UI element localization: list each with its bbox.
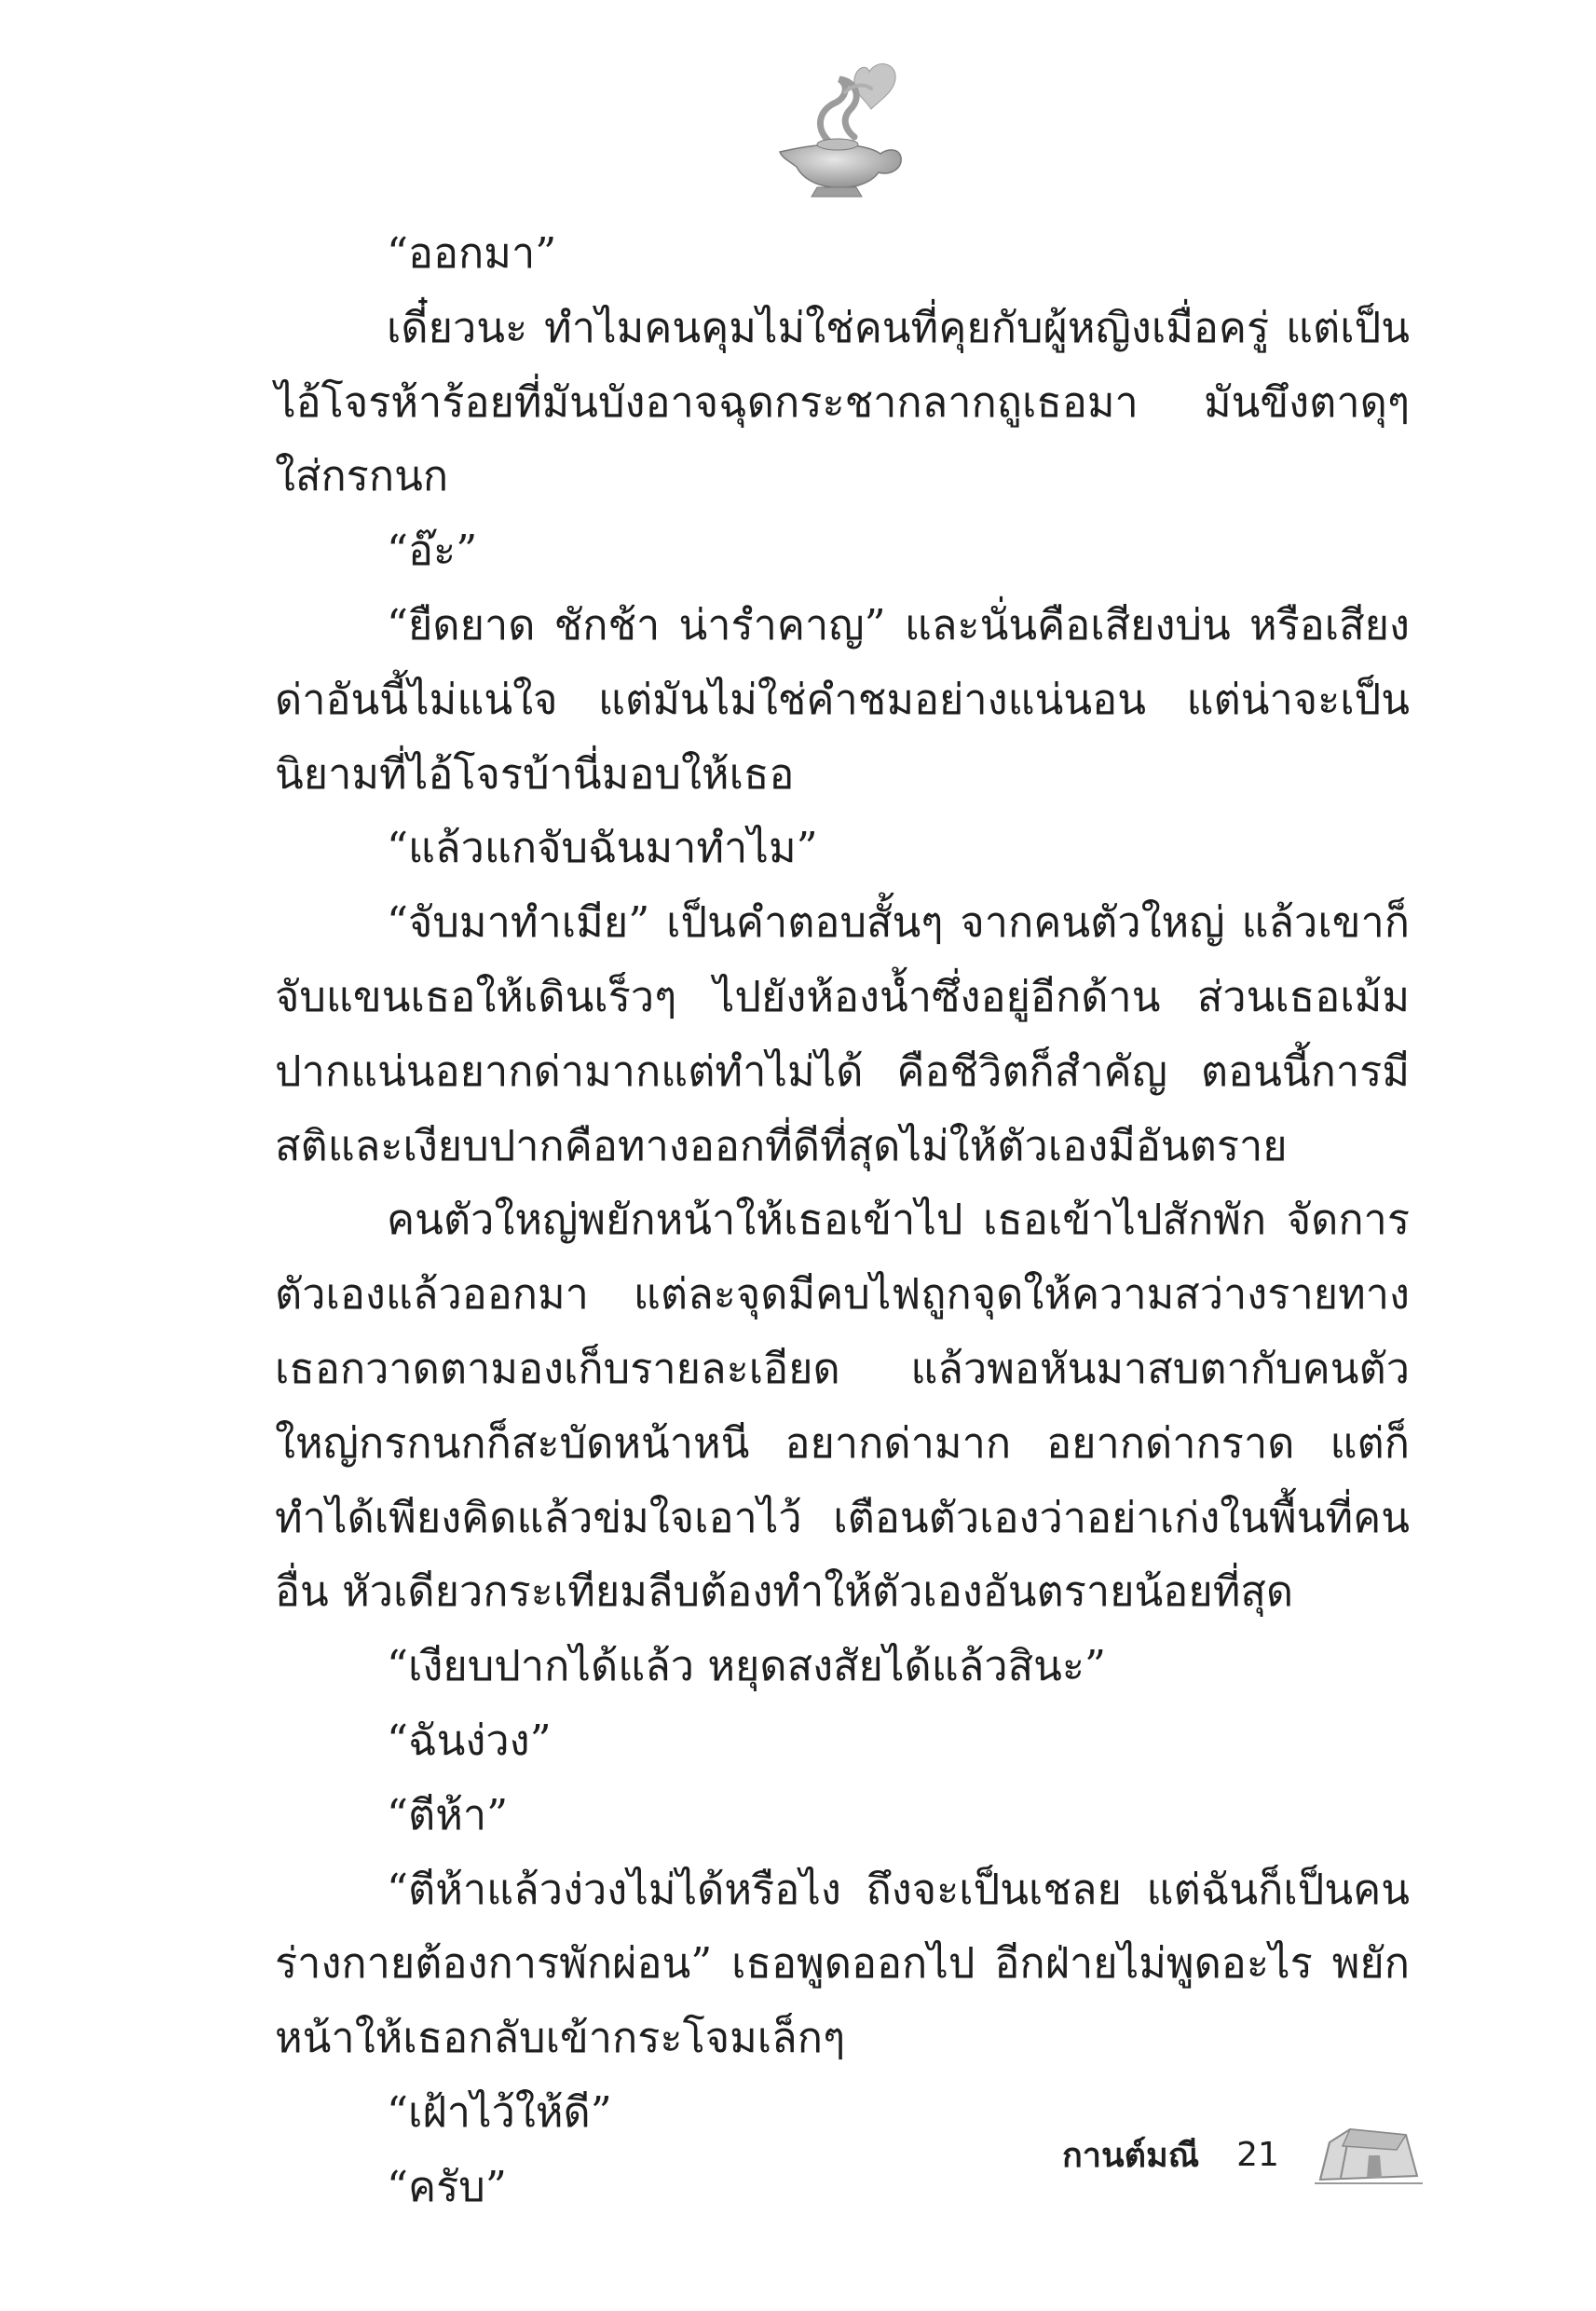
magic-lamp-icon bbox=[759, 51, 918, 210]
book-title: กานต์มณี bbox=[1062, 2136, 1200, 2175]
tent-icon bbox=[1313, 2122, 1425, 2187]
paragraph: “แล้วแกจับฉันมาทำไม” bbox=[387, 823, 818, 873]
paragraph: “เงียบปากได้แล้ว หยุดสงสัยได้แล้วสินะ” bbox=[387, 1641, 1107, 1691]
body-text bbox=[275, 216, 1410, 2224]
page-footer bbox=[1062, 2117, 1425, 2192]
paragraph: “ฉันง่วง” bbox=[387, 1715, 552, 1765]
paragraph: “จับมาทำเมีย” เป็นคำตอบสั้นๆ จากคนตัวใหญ่ แล้วเขาก็จับแขนเธอให้เดินเร็วๆ ไปยังห้องน้ำซึ่งอยู่อีกด้าน ส่วนเธอเม้มปากแน่นอยากด่ามากแต่ทำไม่ได้ คือชีวิตก็สำคัญ ตอนนี้การมีสติและเงียบปากคือทางออกที่ดีที่สุดไม่ให้ตัวเองมีอันตราย bbox=[275, 897, 1410, 1170]
paragraph: “ตีห้าแล้วง่วงไม่ได้หรือไง ถึงจะเป็นเชลย แต่ฉันก็เป็นคนร่างกายต้องการพักผ่อน” เธอพูดออกไป อีกฝ่ายไม่พูดอะไร พยักหน้าให้เธอกลับเข้ากระโจมเล็กๆ bbox=[275, 1864, 1410, 2063]
paragraph: “ยืดยาด ชักช้า น่ารำคาญ” และนั่นคือเสียงบ่น หรือเสียงด่าอันนี้ไม่แน่ใจ แต่มันไม่ใช่คำชมอย่างแน่นอน แต่น่าจะเป็นนิยามที่ไอ้โจรบ้านี่มอบให้เธอ bbox=[275, 599, 1410, 799]
paragraph: “ออกมา” bbox=[387, 228, 557, 278]
paragraph: “ครับ” bbox=[387, 2161, 507, 2211]
paragraph: คนตัวใหญ่พยักหน้าให้เธอเข้าไป เธอเข้าไปสักพัก จัดการตัวเองแล้วออกมา แต่ละจุดมีคบไฟถูกจุดให้ความสว่างรายทาง เธอกวาดตามองเก็บรายละเอียด แล้วพอหันมาสบตากับคนตัวใหญ่กรกนกก็สะบัดหน้าหนี อยากด่ามาก อยากด่ากราด แต่ก็ทำได้เพียงคิดแล้วข่มใจเอาไว้ เตือนตัวเองว่าอย่าเก่งในพื้นที่คนอื่น หัวเดียวกระเทียมลีบต้องทำให้ตัวเองอันตรายน้อยที่สุด bbox=[275, 1195, 1410, 1617]
paragraph: เดี๋ยวนะ ทำไมคนคุมไม่ใช่คนที่คุยกับผู้หญิงเมื่อครู่ แต่เป็นไอ้โจรห้าร้อยที่มันบังอาจฉุดกระชากลากถูเธอมา มันขึงตาดุๆ ใส่กรกนก bbox=[275, 302, 1410, 501]
page-number: 21 bbox=[1236, 2135, 1279, 2174]
paragraph: “เฝ้าไว้ให้ดี” bbox=[387, 2086, 612, 2137]
paragraph: “ตีห้า” bbox=[387, 1789, 509, 1839]
paragraph: “อ๊ะ” bbox=[387, 526, 478, 576]
